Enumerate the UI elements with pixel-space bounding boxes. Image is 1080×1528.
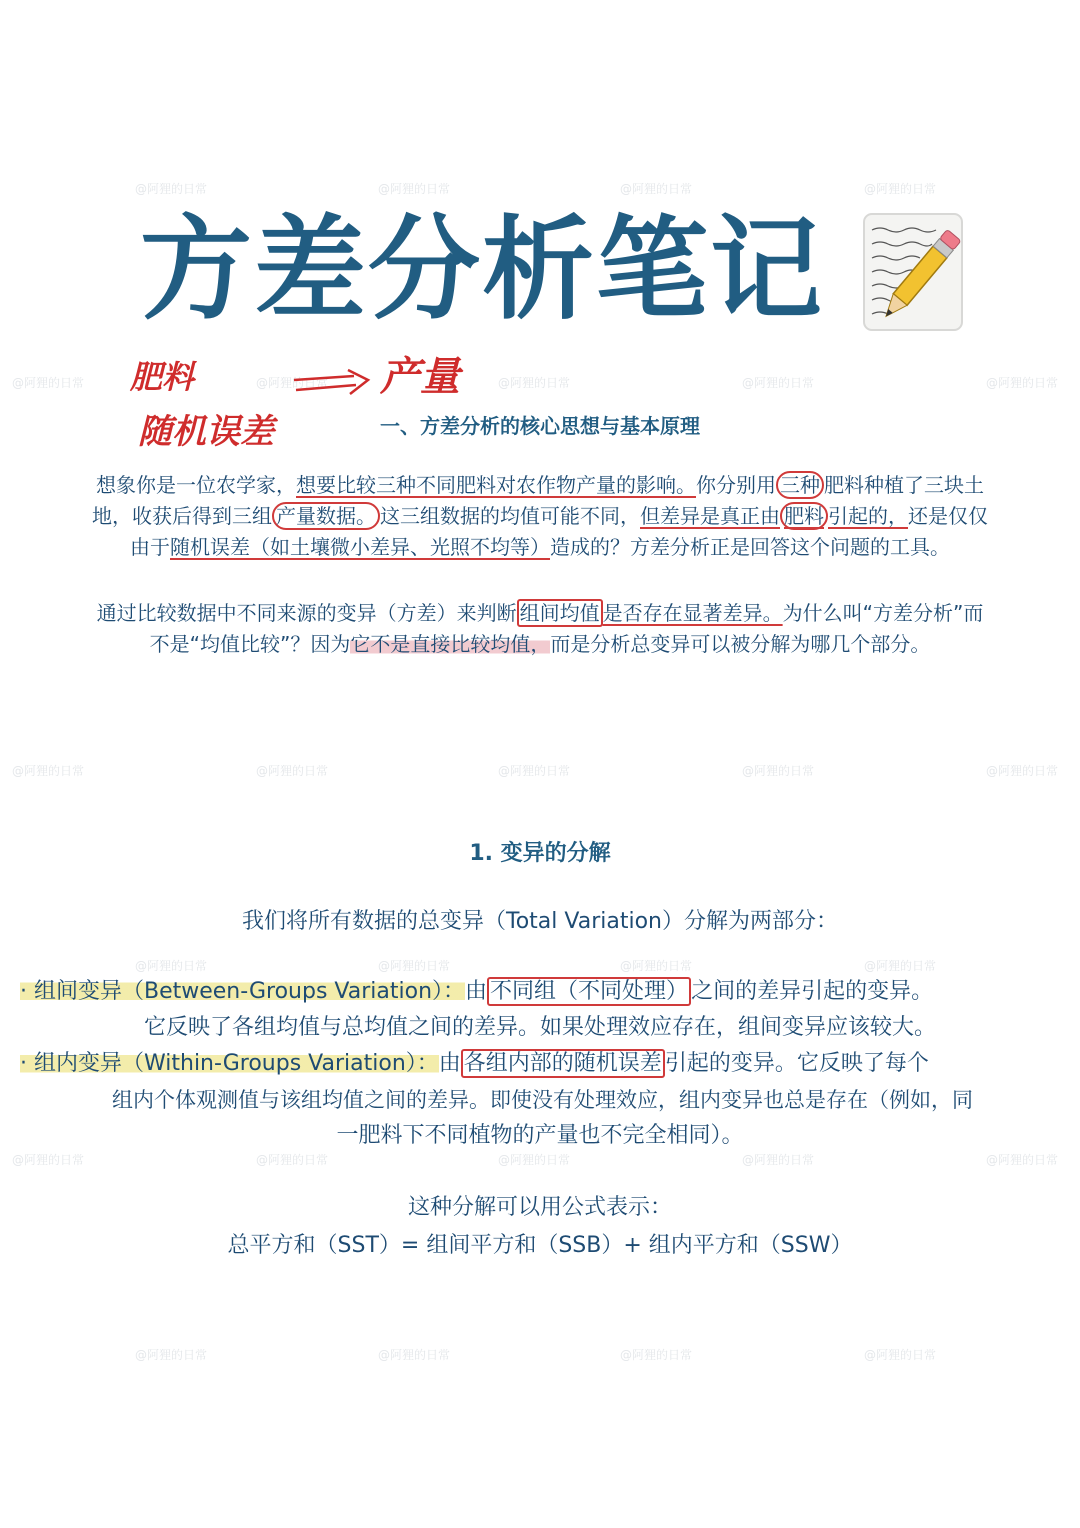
circled-text: 肥料 xyxy=(780,502,828,530)
subsection-heading: 1. 变异的分解 xyxy=(469,841,611,866)
handwritten-note-yield: 产量 xyxy=(380,353,460,400)
boxed-text: 不同组（不同处理） xyxy=(487,977,691,1006)
text-span: 肥料种植了三块土 xyxy=(824,473,984,497)
watermark: @阿狸的日常 xyxy=(742,376,815,390)
text-span: 通过比较数据中不同来源的变异（方差）来判断 xyxy=(96,601,517,625)
watermark: @阿狸的日常 xyxy=(986,376,1059,390)
handwritten-arrow-icon xyxy=(292,368,372,402)
watermark: @阿狸的日常 xyxy=(378,959,451,973)
watermark: @阿狸的日常 xyxy=(378,182,451,196)
watermark: @阿狸的日常 xyxy=(864,1348,937,1362)
watermark: @阿狸的日常 xyxy=(620,182,693,196)
text-span: 这三组数据的均值可能不同， xyxy=(380,504,640,528)
text-span: 不是“均值比较”？因为 xyxy=(149,632,351,656)
underlined-text: 是否存在显著差异。 xyxy=(602,601,783,625)
text-span: 为什么叫“方差分析”而 xyxy=(782,601,984,625)
watermark: @阿狸的日常 xyxy=(620,959,693,973)
watermark: @阿狸的日常 xyxy=(742,1153,815,1167)
text-span: 还是仅仅 xyxy=(908,504,988,528)
watermark: @阿狸的日常 xyxy=(135,1348,208,1362)
watermark: @阿狸的日常 xyxy=(256,376,329,390)
between-groups-explanation: 它反映了各组均值与总均值之间的差异。如果处理效应存在，组间变异应该较大。 xyxy=(143,1015,936,1040)
handwritten-note-random-error: 随机误差 xyxy=(138,412,274,452)
text-span: 由 xyxy=(465,979,488,1004)
watermark: @阿狸的日常 xyxy=(498,1153,571,1167)
text-span: 而是分析总变异可以被分解为哪几个部分。 xyxy=(550,632,931,656)
formula: 总平方和（SST）= 组间平方和（SSB）+ 组内平方和（SSW） xyxy=(227,1233,853,1258)
text-span: 由于 xyxy=(130,535,170,559)
between-groups-item xyxy=(20,974,1065,1010)
watermark: @阿狸的日常 xyxy=(378,1348,451,1362)
text-span: 造成的？方差分析正是回答这个问题的工具。 xyxy=(550,535,950,559)
intro-paragraph xyxy=(20,470,1060,563)
underlined-text: 随机误差（如土壤微小差异、光照不均等） xyxy=(170,535,550,559)
circled-text: 产量数据。 xyxy=(272,502,380,530)
formula-intro: 这种分解可以用公式表示： xyxy=(407,1195,672,1220)
boxed-text: 各组内部的随机误差 xyxy=(461,1049,665,1078)
within-groups-item xyxy=(20,1046,1065,1082)
principle-paragraph xyxy=(20,598,1060,660)
watermark: @阿狸的日常 xyxy=(12,764,85,778)
watermark: @阿狸的日常 xyxy=(742,764,815,778)
circled-text: 三种 xyxy=(776,471,824,499)
watermark: @阿狸的日常 xyxy=(864,182,937,196)
watermark: @阿狸的日常 xyxy=(986,1153,1059,1167)
memo-pencil-icon xyxy=(862,212,972,341)
text-span: 由 xyxy=(438,1051,461,1076)
within-groups-label: · 组内变异（Within-Groups Variation）： xyxy=(20,1051,439,1076)
watermark: @阿狸的日常 xyxy=(498,764,571,778)
text-span: 之间的差异引起的变异。 xyxy=(691,979,934,1004)
text-span: 想象你是一位农学家， xyxy=(96,473,296,497)
watermark: @阿狸的日常 xyxy=(135,182,208,196)
watermark: @阿狸的日常 xyxy=(256,1153,329,1167)
decomposition-intro: 我们将所有数据的总变异（Total Variation）分解为两部分： xyxy=(242,909,838,934)
watermark: @阿狸的日常 xyxy=(864,959,937,973)
highlighted-text: 它不是直接比较均值， xyxy=(350,632,551,656)
text-span: 地，收获后得到三组 xyxy=(92,504,272,528)
text-span: 你分别用 xyxy=(696,473,776,497)
watermark: @阿狸的日常 xyxy=(135,959,208,973)
watermark: @阿狸的日常 xyxy=(620,1348,693,1362)
within-groups-explanation: 组内个体观测值与该组均值之间的差异。即使没有处理效应，组内变异也总是存在（例如，同 xyxy=(112,1088,973,1112)
watermark: @阿狸的日常 xyxy=(12,1153,85,1167)
underlined-text: 想要比较三种不同肥料对农作物产量的影响。 xyxy=(296,473,696,497)
watermark: @阿狸的日常 xyxy=(256,764,329,778)
between-groups-label: · 组间变异（Between-Groups Variation）： xyxy=(20,979,466,1004)
watermark: @阿狸的日常 xyxy=(986,764,1059,778)
underlined-text: 但差异是真正由 xyxy=(640,504,780,528)
page-title: 方差分析笔记 xyxy=(140,205,824,335)
section-heading: 一、方差分析的核心思想与基本原理 xyxy=(380,414,700,438)
watermark: @阿狸的日常 xyxy=(498,376,571,390)
text-span: 引起的变异。它反映了每个 xyxy=(664,1051,929,1076)
watermark: @阿狸的日常 xyxy=(12,376,85,390)
boxed-text: 组间均值 xyxy=(517,599,603,627)
handwritten-note-fertilizer: 肥料 xyxy=(130,358,195,396)
within-groups-example: 一肥料下不同植物的产量也不完全相同）。 xyxy=(336,1123,744,1148)
underlined-text: 引起的， xyxy=(828,504,908,528)
